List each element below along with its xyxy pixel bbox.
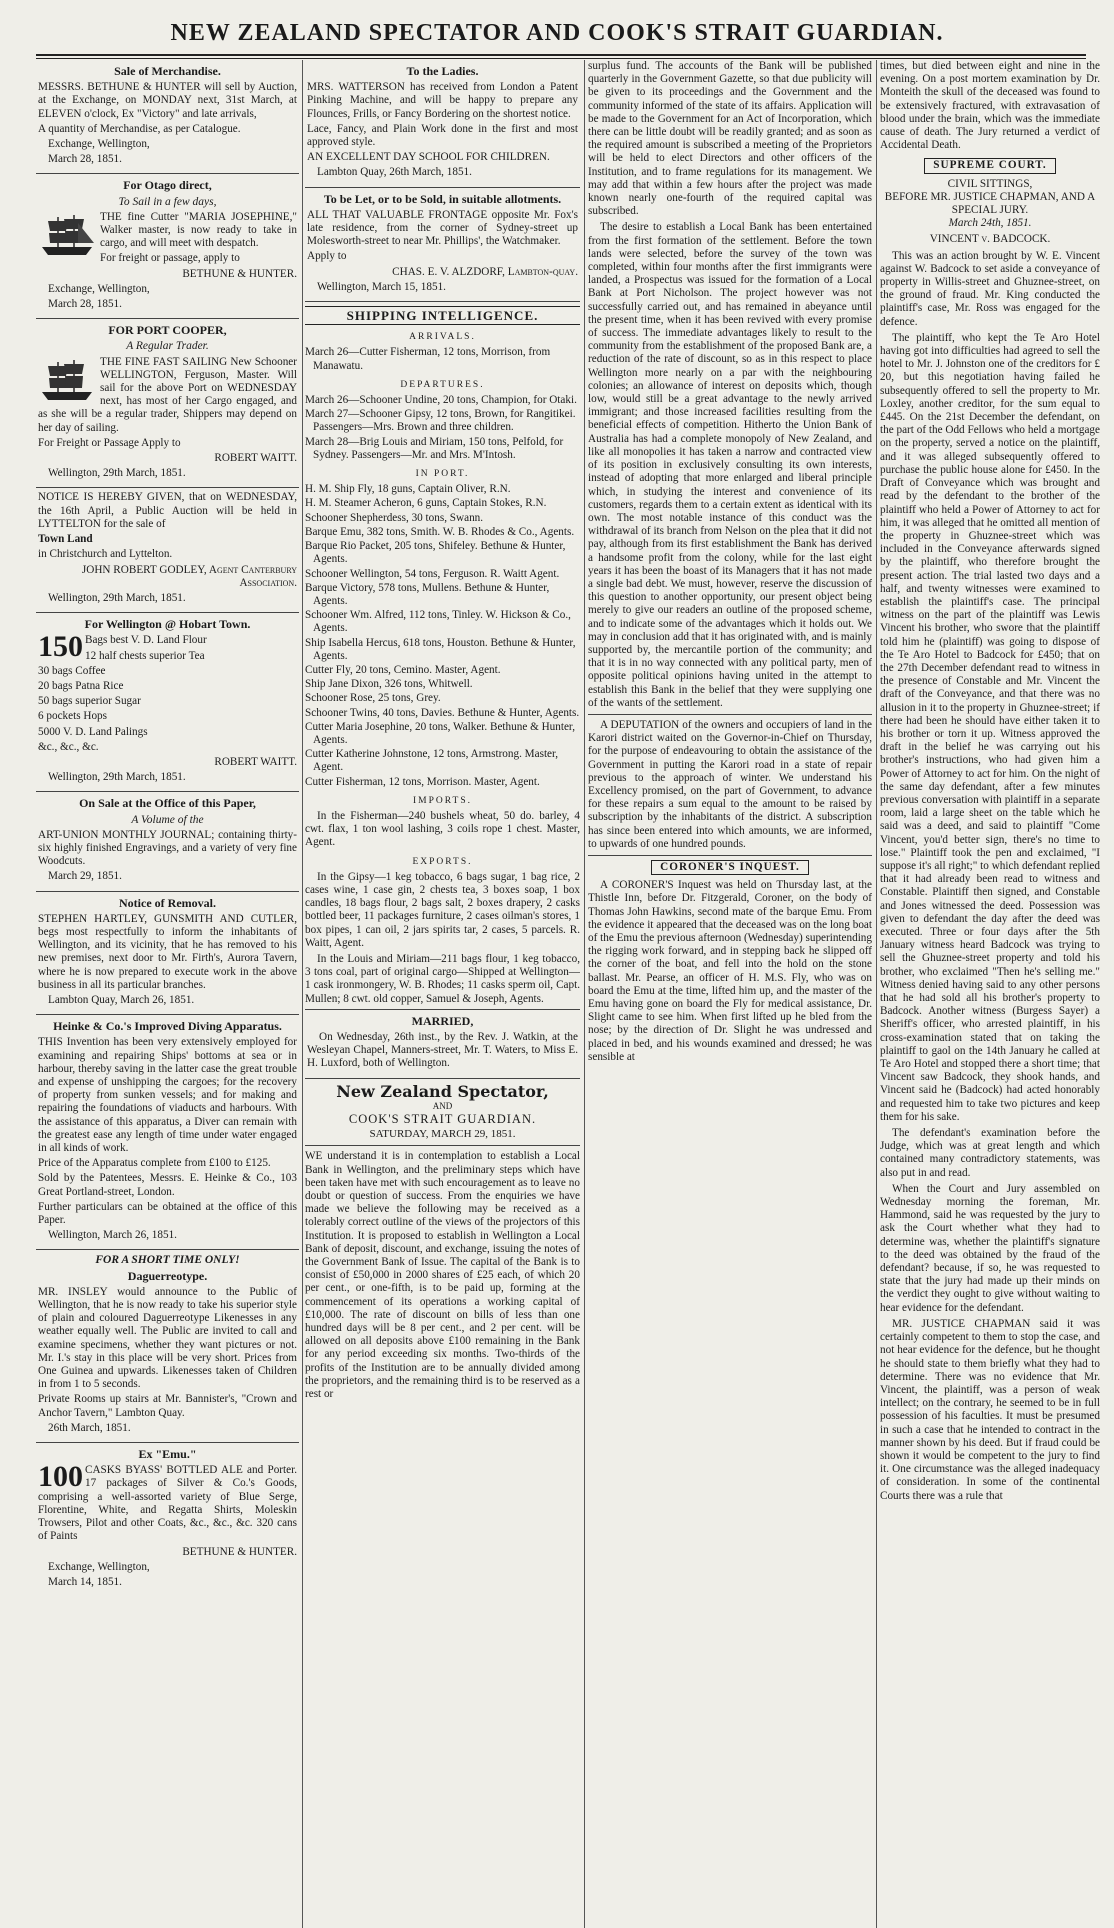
shipping-entry: Barque Victory, 578 tons, Mullens. Bethune & Hunter, Agents. [305, 581, 550, 607]
advert-body: NOTICE IS HEREBY GIVEN, that on WEDNESDAY, the 16th April, a Public Auction will be held in LYTTELTON for the sale of [38, 491, 297, 530]
subsection-heading: IMPORTS. [413, 795, 472, 806]
column-3 [588, 60, 872, 1928]
advert-heading: For Otago direct, [123, 178, 212, 193]
paper-and: AND [432, 1100, 453, 1111]
divider [588, 714, 872, 715]
advert-body: CASKS BYASS' BOTTLED ALE and Porter. 17 packages of Silver & Co.'s Goods, comprising a well-assorted variety of Blue Serge, Florentine, White, and Regatta Shirts, Moleskin Trowsers, Pilot and other Coats, &c., &c., &c. 320 cans of Paints [38, 1464, 297, 1543]
paper-date: SATURDAY, MARCH 29, 1851. [369, 1128, 516, 1141]
advert-place: Exchange, Wellington, [48, 138, 150, 151]
shipping-intelligence [305, 306, 580, 1006]
advert-date: March 28, 1851. [48, 153, 122, 166]
married-body: On Wednesday, 26th inst., by the Rev. J. Watkin, at the Wesleyan Chapel, Manners-street, Mr. T. Waters, to Miss E. H. Luxford, both of Wellington. [307, 1031, 578, 1070]
advert-date: Wellington, March 15, 1851. [317, 280, 446, 293]
court-paragraph: The defendant's examination before the Judge, which was at great length and which contained many contradictory statements, was also put in and read. [880, 1127, 1100, 1179]
masthead-title: NEW ZEALAND SPECTATOR AND COOK'S STRAIT GUARDIAN. [170, 20, 944, 46]
sailing-ship-icon [38, 213, 96, 259]
advert-place: Exchange, Wellington, [48, 282, 150, 295]
shipping-entry: H. M. Ship Fly, 18 guns, Captain Oliver, R.N. [305, 483, 511, 496]
advert-heading: For Wellington @ Hobart Town. [84, 617, 251, 632]
advert-line: 20 bags Patna Rice [38, 679, 124, 692]
advert-heading: Ex "Emu." [138, 1447, 197, 1462]
advert-port-cooper [36, 319, 299, 488]
advert-text: Apply to [307, 250, 347, 263]
inquest-paragraph: times, but died between eight and nine in the evening. On a post mortem examination by Dr. Monteith the skull of the deceased was found to be extensively fractured, with extravasation of blood under the brain, which was the immediate cause of death. The Jury returned a verdict of Accidental Death. [880, 60, 1100, 152]
advert-hobart-town [36, 613, 299, 792]
advert-heading: On Sale at the Office of this Paper, [79, 796, 256, 811]
advert-date: Lambton Quay, 26th March, 1851. [317, 166, 472, 179]
shipping-entry: In the Fisherman—240 bushels wheat, 50 do. barley, 4 cwt. flax, 1 ton wool lashing, 3 coils rope 1 chest. Master, Agent. [305, 809, 580, 849]
advert-daguerreotype [36, 1250, 299, 1443]
column-1 [36, 60, 299, 1928]
shipping-entry: Cutter Fly, 20 tons, Cemino. Master, Agent. [305, 663, 501, 676]
advert-text: Lace, Fancy, and Plain Work done in the first and most approved style. [307, 122, 578, 149]
paper-title-block [305, 1081, 580, 1147]
shipping-entry: Ship Isabella Hercus, 618 tons, Houston. Bethune & Hunter, Agents. [305, 636, 576, 662]
column-divider [876, 60, 877, 1928]
sailing-ship-icon [38, 358, 96, 404]
advert-town-land [36, 488, 299, 613]
subsection-heading: ARRIVALS. [409, 332, 476, 343]
advert-body: MR. INSLEY would announce to the Public of Wellington, that he is now ready to take his superior style of plain and coloured Daguerreotype Likenesses in any weather equally well. The Public are invited to call and examine specimens, whether they want pictures or not. Mr. I.'s stay in this place will be very short. Prices from One Guinea and upwards. Likenesses taken of Children in from 1 to 5 seconds. [38, 1285, 297, 1391]
shipping-entry: Schooner Shepherdess, 30 tons, Swann. [305, 511, 484, 524]
advert-body: STEPHEN HARTLEY, GUNSMITH AND CUTLER, begs most respectfully to inform the inhabitants of Wellington, and its vicinity, that he has removed to his new premises, next door to Mr. Firth's, Aurora Tavern, where he is now prepared to execute work in the above business in all its particular branches. [38, 912, 297, 991]
advert-place: Exchange, Wellington, [48, 1560, 150, 1573]
advert-body: MRS. WATTERSON has received from London a Patent Pinking Machine, and will be happy to prepare any Flounces, Frills, or Fancy Bordering on the shortest notice. [307, 81, 578, 120]
shipping-entry: Cutter Fisherman, 12 tons, Morrison. Master, Agent. [305, 775, 540, 788]
advert-body: ALL THAT VALUABLE FRONTAGE opposite Mr. Fox's late residence, from the corner of Sydney-street up Molesworth-street to near Mr. Phillips', the Watchmaker. [307, 208, 578, 248]
paper-subtitle: COOK'S STRAIT GUARDIAN. [348, 1112, 537, 1127]
court-date: March 24th, 1851. [948, 217, 1032, 230]
advert-diving-apparatus [36, 1015, 299, 1250]
shipping-entry: March 28—Brig Louis and Miriam, 150 tons, Pelfold, for Sydney. Passengers—Mr. and Mrs. M'Intosh. [305, 435, 564, 461]
court-paragraph: When the Court and Jury assembled on Wednesday morning the foreman, Mr. Hammond, said he was requested by the jury to ask the Court whether what they had to determine was, whether the plaintiff's signature to the deed was obtained by the fraud of the defendant? because, if so, he was requested to state that the jury had made up their minds on the verdict they ought to give without waiting to hear evidence for the defendant. [880, 1182, 1100, 1314]
court-heading: SUPREME COURT. [924, 158, 1055, 173]
married-notice [305, 1009, 580, 1079]
advert-text: A quantity of Merchandise, as per Catalogue. [38, 122, 241, 135]
advert-sale-of-merchandise [36, 60, 299, 174]
advert-body: THIS Invention has been very extensively employed for examining and repairing Ships' bottoms at sea or in harbour, thereby saving in the latter case the great trouble and expense of unshipping the cargoes; for the recovery of property from sunken vessels; and for making and repairing the foundations of viaducts and harbours. With the assistance of this apparatus, a Diver can remain with the greatest ease any length of time under water engaged in all kinds of work. [38, 1036, 297, 1155]
advert-body: MESSRS. BETHUNE & HUNTER will sell by Auction, at the Exchange, on MONDAY next, 31st March, at ELEVEN o'clock, Ex "Victory" and late arrivals, [38, 81, 297, 120]
advert-line: 6 pockets Hops [38, 710, 107, 723]
shipping-entry: Schooner Twins, 40 tons, Davies. Bethune & Hunter, Agents. [305, 706, 580, 719]
advert-notice-of-removal [36, 892, 299, 1016]
advert-text: AN EXCELLENT DAY SCHOOL FOR CHILDREN. [307, 151, 550, 164]
advert-subheading: To Sail in a few days, [118, 195, 217, 208]
editorial-paragraph: The desire to establish a Local Bank has been entertained from the first formation of the settlement. Before the town lands were selected, before the survey of the town was completed, within four months after the first immigrants were landed, a Prospectus was issued for the formation of a Local Bank at Port Nicholson. The project however was not successfully carried out, and has remained in abeyance until the present time, when it has been revived with every promise of success. The immediate advantages likely to result to the community from the establishment of the proposed Bank are, a reduction of the rate of discount, so as in this respect to place Wellington more nearly on a par with the neighbouring colonies; an allowance of interest on deposits which, though low, would still be a great advantage to the newly arrived immigrant; and those increased facilities resulting from the beneficial effects of competition. Hitherto the Union Bank of Australia has had a complete monopoly of New Zealand, and like all monopolies it has taken a narrow and contracted view of its position in exclusively consulting its own interests, instead of adopting that more enlarged and liberal principle which, in studying the interest and convenience of its customers, regards them to a certain extent as identical with its own. The most notable instance of this conduct was the withdrawal of its branch from Nelson on the plea that it did not pay, although from its first establishment the Bank has derived a handsome profit from the colony, while for the last eight years it has been the boast of its Managers that it has not made a single bad debt. We must, however, reserve the discussion of this question to another opportunity, our present object being merely to give our readers an outline of the proposed scheme, and to indicate some of the advantages which it holds out. We may in conclusion add that it has originated with, and is mainly supported by, the mercantile portion of the community; and that it is in no way connected with any political party, men of opposite political opinions having united in the attempt to establish this Bank in the belief that they were supplying one of the wants of the settlement. [588, 221, 872, 709]
advert-subheading: A Regular Trader. [126, 340, 209, 353]
shipping-entry: Barque Rio Packet, 205 tons, Shifeley. Bethune & Hunter, Agents. [305, 540, 566, 566]
advert-otago [36, 174, 299, 319]
column-divider [584, 60, 585, 1928]
advert-line: 50 bags superior Sugar [38, 695, 141, 708]
paper-title: New Zealand Spectator, [336, 1081, 549, 1101]
shipping-entry: Ship Jane Dixon, 326 tons, Whitwell. [305, 678, 473, 691]
advert-line: 30 bags Coffee [38, 664, 106, 677]
married-heading: MARRIED, [411, 1013, 474, 1028]
shipping-entry: Schooner Rose, 25 tons, Grey. [305, 692, 441, 705]
court-paragraph: The plaintiff, who kept the Te Aro Hotel having got into difficulties had agreed to sell the hotel to Mr. J. Johnston one of the creditors for £ 20, but this negotiation having failed he subsequently offered to sell the property to Mr. Loxley, another creditor, for the sum equal to £445. On the 21st December the defendant, on the part of the Odd Fellows who held a mortgage on the property, served a notice on the plaintiff, and it was alleged subsequently offered to purchase the public house alone for £450. In the Draft of Conveyance which was brought and read by the defendant to the brother of the plaintiff who held a Power of Attorney to act for him, it was alleged that he omitted all mention of the property in Ghuznee-street which was included in the Conveyance afterwards signed by the plaintiff, who therefore brought the present action. The trial lasted two days and a half, and twenty witnesses were examined to establish the plaintiff's case. The principal witness on the part of the plaintiff was Lewis Vincent his brother, who swore that the plaintiff told him he (plaintiff) was going to dispose of the Te Aro Hotel to Badcock for £450; that on the 27th December defendant read to witness in the presence of Constable and Mr. Vincent the draft of the Conveyance, and that there was no allusion in it to the property in Ghuznee-street; if there had been he should have either taken it to his brother or torn it up. Witness approved the draft in the belief he was carrying out his brother's instructions, who had given him a Power of Attorney to act for him. On the night of the same day defendant, after a few minutes previous conversation with plaintiff in a separate room, laid a large sheet on the table which he said was a deed, and said to plaintiff "Come Vincent, you'd better sign, there's no time to lose." Plaintiff took the pen and exclaimed, "I suppose it's all right;" to which defendant replied that it had already been read to witness and Constable. Plaintiff then signed, and Constable and Jones witnessed the deed. Possession was given to defendant the day after the deed was executed. Three or four days after the 5th January witness heard Badcock was trying to sell the Ghuznee-street property and told his brother, who exclaimed "Then he's selling me." Witness denied having said to any other persons that he had sold all his brother's property to Badcock. Another witness (Burgess Sayer) a Sheriff's officer, who arrested plaintiff, in his cross-examination stated that on taking the plaintiff to gaol on the 14th January he called at Te Aro Hotel and stopped there a short time; that Vincent saw Badcock, they shook hands, and Vincent said he (Badcock) had acted honorably and requested him to take two pictures and keep them for his sake. [880, 331, 1100, 1123]
advert-heading: FOR PORT COOPER, [108, 323, 227, 338]
shipping-entry: Schooner Wellington, 54 tons, Ferguson. R. Waitt Agent. [305, 567, 560, 580]
advert-heading: To be Let, or to be Sold, in suitable allotments. [323, 191, 562, 206]
advert-line: 5000 V. D. Land Palings [38, 725, 148, 738]
advert-heading: Notice of Removal. [119, 895, 216, 910]
shipping-entry: In the Louis and Miriam—211 bags flour, 1 keg tobacco, 3 tons coal, part of original cargo—Shipped at Wellington—1 cask ironmongery, W. B. Rhodes; 11 casks sperm oil, Capt. Mullen; 8 cwt. old copper, Samuel & Joseph, Agents. [305, 952, 580, 1005]
advert-center-line: Town Land [38, 533, 93, 546]
subsection-heading: DEPARTURES. [400, 379, 485, 390]
section-heading: SHIPPING INTELLIGENCE. [305, 306, 580, 325]
column-4 [880, 60, 1100, 1928]
advert-line: Bags best V. D. Land Flour [85, 634, 207, 647]
inquest-heading-wrap [588, 860, 872, 875]
advert-text: in Christchurch and Lyttelton. [38, 548, 173, 561]
advert-heading: To the Ladies. [406, 64, 479, 78]
advert-signature: JOHN ROBERT GODLEY, Agent Canterbury Association. [81, 563, 297, 589]
shipping-entry: Cutter Maria Josephine, 20 tons, Walker. Bethune & Hunter, Agents. [305, 720, 575, 746]
advert-text: Private Rooms up stairs at Mr. Bannister's, "Crown and Anchor Tavern," Lambton Quay. [38, 1393, 297, 1419]
advert-date: Lambton Quay, March 26, 1851. [48, 993, 195, 1006]
advert-line: &c., &c., &c. [38, 740, 99, 753]
shipping-entry: March 27—Schooner Gipsy, 12 tons, Brown, for Rangitikei. Passengers—Mrs. Brown and three children. [305, 408, 576, 434]
advert-price: Price of the Apparatus complete from £100 to £125. [38, 1157, 271, 1170]
subsection-heading: IN PORT. [415, 469, 470, 480]
editorial-paragraph: WE understand it is in contemplation to establish a Local Bank in Wellington, and the preliminary steps which have been taken have met with such encouragement as to leave no doubt or question of success. From the enquiries we have made we believe the following may be received as a tolerably correct outline of the views of the projectors of this Institution. It is proposed to establish in Wellington a Local Bank of deposit, discount, and exchange, issuing the notes of the Government Bank of Issue. The capital of the Bank is to consist of £50,000 in 2000 shares of £25 each, of which 20 per cent., or one-fifth, is to be paid up, forming at the commencement of its operations a working capital of £10,000. The rate of discount on bills of less than one hundred days will be 8 per cent., and 2 per cent. will be allowed on all deposits above £100 remaining in the Bank for any period exceeding six months. Two-thirds of the profits of the Institution are to be annually divided among the proprietors, and the remaining third is to be reserved as a rest or [305, 1150, 580, 1401]
advert-text: Sold by the Patentees, Messrs. E. Heinke & Co., 103 Great Portland-street, London. [38, 1172, 297, 1198]
shipping-entry: Schooner Wm. Alfred, 112 tons, Tinley. W. Hickson & Co., Agents. [305, 609, 571, 635]
advert-heading: Heinke & Co.'s Improved Diving Apparatus. [53, 1019, 282, 1034]
masthead [0, 0, 1114, 58]
advert-big-number: 150 [38, 630, 83, 664]
column-2 [305, 60, 580, 1928]
shipping-entry: In the Gipsy—1 keg tobacco, 6 bags sugar, 1 bag rice, 2 cases wine, 1 case gin, 2 chests tea, 3 boxes soap, 1 box candles, 18 bags flour, 2 bags salt, 2 boxes drapery, 2 casks bottled beer, 11 packages furniture, 2 cases oilman's stores, 1 box pipes, 1 can oil, 2 jars spirits tar, 2 cases, 5 parcels. R. Waitt, Agent. [305, 870, 580, 949]
advert-heading: Sale of Merchandise. [114, 64, 221, 78]
advert-text: Further particulars can be obtained at the office of this Paper. [38, 1200, 297, 1227]
divider [588, 855, 872, 856]
editorial-paragraph: surplus fund. The accounts of the Bank will be published quarterly in the Government Gazette, so that due publicity will be given to its proceedings and the Government and the community informed of the state of its affairs. Application will be made to the Government for an Act of Incorporation, which there can be little doubt will be readily granted; and as soon as the required amount is subscribed a meeting of the Proprietors will be held to elect Directors and other officers of the Institution, and to frame regulations for its management. We may add that within a few hours after the project was made known nearly one-fourth of the required capital was subscribed. [588, 60, 872, 218]
advert-big-number: 100 [38, 1460, 83, 1494]
column-divider [302, 60, 303, 1928]
court-paragraph: MR. JUSTICE CHAPMAN said it was certainly competent to them to stop the case, and not hear evidence for the defence, but he thought he should state to them briefly what they had to determine. There was no evidence that Mr. Vincent, the plaintiff, was a person of weak intellect; on the contrary, he seemed to be in full possession of his faculties. It must be presumed in such a case that he intended to contract in the manner shown by his deed. But if fraud could be shown it would be competent to the jury to find it. One circumstance was the alleged inadequacy of consideration. In some of the continental Courts there was a rule that [880, 1317, 1100, 1502]
masthead-rule-thin [36, 58, 1086, 59]
shipping-entry: March 26—Cutter Fisherman, 12 tons, Morrison, from Manawatu. [305, 346, 551, 372]
court-subheading: CIVIL SITTINGS, [947, 177, 1033, 190]
advert-date: Wellington, March 26, 1851. [48, 1229, 177, 1242]
advert-signature: ROBERT WAITT. [214, 755, 297, 768]
advert-date: March 29, 1851. [48, 870, 122, 883]
case-title: VINCENT v. BADCOCK. [929, 233, 1051, 246]
advert-line: 12 half chests superior Tea [85, 649, 205, 662]
advert-text: For Freight or Passage Apply to [38, 436, 181, 449]
advert-date: 26th March, 1851. [48, 1421, 131, 1434]
advert-signature: ROBERT WAITT. [214, 452, 297, 465]
advert-date: Wellington, 29th March, 1851. [48, 591, 186, 604]
advert-date: Wellington, 29th March, 1851. [48, 771, 186, 784]
advert-signature: CHAS. E. V. ALZDORF, Lambton-quay. [392, 265, 578, 278]
advert-body: THE fine Cutter "MARIA JOSEPHINE," Walker master, is now ready to take in cargo, and will meet with despatch. [100, 210, 297, 250]
shipping-entry: H. M. Steamer Acheron, 6 guns, Captain Stokes, R.N. [305, 497, 547, 510]
court-paragraph: This was an action brought by W. E. Vincent against W. Badcock to set aside a conveyance of property in Willis-street and Ghuznee-street, on the ground of fraud. Mr. King conducted the plaintiff's case, Mr. Ross was engaged for the defence. [880, 249, 1100, 328]
news-paragraph: A DEPUTATION of the owners and occupiers of land in the Karori district waited on the Governor-in-Chief on Thursday, for the purpose of endeavouring to obtain the assistance of the Government in putting the Karori road in a state of repair previous to the approach of winter. We understand his Excellency promised, on the part of Government, to advance for these repairs a sum equal to the amount to be raised by subscription by the inhabitants of the district. A subscription has since been entered into which amounts, we are informed, to upwards of one hundred pounds. [588, 718, 872, 850]
advert-body: ART-UNION MONTHLY JOURNAL; containing thirty-six highly finished Engravings, and a variety of very fine Woodcuts. [38, 828, 297, 868]
shipping-entry: Barque Emu, 382 tons, Smith. W. B. Rhodes & Co., Agents. [305, 525, 575, 538]
advert-heading: FOR A SHORT TIME ONLY! [95, 1254, 240, 1267]
inquest-heading: CORONER'S INQUEST. [651, 860, 809, 875]
advert-body: THE FINE FAST SAILING New Schooner WELLINGTON, Ferguson, Master. Will sail for the above Port on WEDNESDAY next, has most of her Cargo engaged, and as she will be a regular trader, Shippers may depend on her day of sailing. [38, 355, 297, 434]
advert-date: March 28, 1851. [48, 298, 122, 311]
advert-date: March 14, 1851. [48, 1575, 122, 1588]
court-judge: BEFORE MR. JUSTICE CHAPMAN, AND A SPECIAL JURY. [884, 190, 1096, 217]
court-heading-wrap [880, 158, 1100, 173]
inquest-paragraph: A CORONER'S Inquest was held on Thursday last, at the Thistle Inn, before Dr. Fitzgerald, Coroner, on the body of Thomas John Hawkins, second mate of the barque Emu. From the evidence it appeared that the deceased was on the long boat of the Emu the previous afternoon (Wednesday) superintending the rigging work forward, and in stepping back he slipped off the corner of the boat, and fell into the hold on the stone ballast. Mr. Pearse, an officer of H. M.S. Fly, who was on board the Emu at the time, lifted him up, and the master of the Emu having gone on board the Fly for medical assistance, Dr. Slight came to see him. When first lifted up he bled from the nose; by the direction of Dr. Slight he was undressed and placed in bed, and his wounds examined and dressed; he was sensible at [588, 879, 872, 1063]
advert-to-the-ladies [305, 60, 580, 188]
subsection-heading: EXPORTS. [412, 856, 473, 867]
advert-signature: BETHUNE & HUNTER. [182, 1545, 297, 1558]
shipping-entry: Cutter Katherine Johnstone, 12 tons, Armstrong. Master, Agent. [305, 748, 559, 774]
masthead-rule [36, 54, 1086, 56]
advert-ex-emu [36, 1443, 299, 1596]
shipping-entry: March 26—Schooner Undine, 20 tons, Champion, for Otaki. [305, 394, 577, 407]
advert-date: Wellington, 29th March, 1851. [48, 467, 186, 480]
advert-text: For freight or passage, apply to [100, 252, 240, 265]
advert-to-be-let [305, 188, 580, 302]
advert-subheading: A Volume of the [131, 813, 204, 826]
advert-signature: BETHUNE & HUNTER. [182, 267, 297, 280]
advert-subheading: Daguerreotype. [127, 1268, 208, 1283]
advert-art-union [36, 792, 299, 891]
